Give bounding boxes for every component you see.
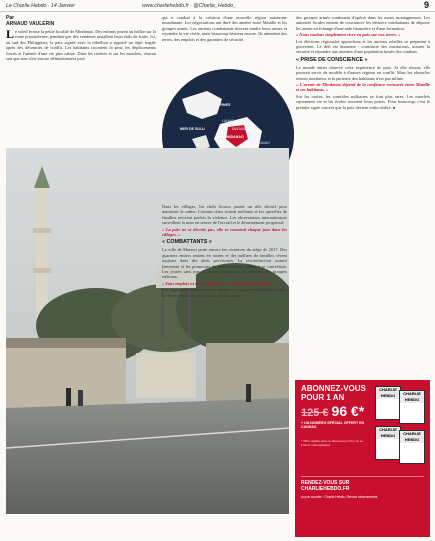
- map-label: PHILIPPINES: [208, 103, 231, 107]
- map-label: MER DE SULU: [180, 127, 205, 131]
- article-column-1: [6, 15, 156, 145]
- ad-headline: ABONNEZ-VOUS: [301, 384, 366, 393]
- column-3-paragraph-b: Les élections régionales approchent et les anciens rebelles se préparent à gouverner. Le défi est immense : construire des institutions, assurer la sécurité et répondre aux attentes d'une population lassée des combats.: [296, 38, 430, 55]
- ad-divider: [301, 476, 424, 477]
- subheading: « COMBATTANTS »: [162, 239, 212, 246]
- ad-fine-print: * Offre valable pour un abonnement d'un an en France métropolitaine.: [301, 439, 364, 447]
- cover-masthead: CHARLIE HEBDO: [400, 431, 424, 443]
- map-label: MARAWI: [232, 127, 247, 131]
- site-info: www.charliehebdo.fr · @Charlie_Hebdo_: [142, 3, 237, 9]
- column-3-paragraph-c: Le monde entier observe cette expérience de paix. Si elle réussit, elle pourrait servir de modèle à d'autres régions en conflit. Mais les obstacles restent nombreux et la patience des habitants n'est pas infinie.: [296, 64, 430, 81]
- map-label: MINDANAO: [224, 135, 244, 139]
- magazine-cover: [399, 390, 425, 424]
- cover-masthead: CHARLIE HEBDO: [400, 391, 424, 403]
- pull-quote: « Sans emplois ni écoles, les jeunes retourneront à la guerre. »: [162, 280, 276, 286]
- ad-postal-info: ou par courrier : Charlie Hebdo, Service abonnements: [301, 495, 378, 499]
- cover-masthead: CHARLIE HEBDO: [376, 387, 400, 399]
- article-column-3: [296, 15, 430, 375]
- byline: Par ARNAUD VAULERIN: [6, 15, 55, 27]
- subheading: « PRISE DE CONSCIENCE »: [296, 56, 368, 63]
- drop-cap: L: [6, 27, 15, 41]
- magazine-cover: [375, 426, 401, 460]
- column-3-paragraph-d: Sur les routes, les contrôles militaires se font plus rares. Les marchés reprennent vie et les écoles rouvrent leurs portes. Pour beaucoup, c'est le premier signe concret que la paix devient enfin réalité. ●: [296, 93, 430, 110]
- lead-paragraph: e soleil écrase la petite localité de Mindanao. Des enfants jouent au ballon sur la route poussiéreuse, pendant que des vendeurs installent leurs étals de fruits. Ici, au sud des Philippines, la paix signée avec la rébellion a apporté un répit fragile après des décennies de conflit. Les habitants racontent la peur, les déplacements forcés et l'attente d'une vie plus calme. Dans les rizières et sur les marchés, chacun sait que rien n'est encore définitivement joué.: [6, 29, 156, 62]
- pull-quote: « La paix ne se décrète pas, elle se construit chaque jour dans les villages. »: [162, 226, 287, 238]
- column-2-paragraph-c: La ville de Marawi porte encore les cicatrices du siège de 2017. Des quartiers entiers restent en ruines et des milliers de familles vivent toujours dans des abris provisoires. La reconstruction avance lentement et les promesses du gouvernement tardent à se concrétiser. Les jeunes sans travail restent exposés au recrutement des groupes radicaux.: [162, 247, 287, 280]
- pull-quote: « Nous voulons simplement vivre en paix sur nos terres. »: [296, 32, 401, 38]
- header-rule: [0, 11, 435, 12]
- issue-info: Le Charlie Hebdo · 14 Janvier: [6, 3, 75, 9]
- cover-masthead: CHARLIE HEBDO: [376, 427, 400, 439]
- column-2-paragraph-a: qui a conduit à la création d'une nouvelle région autonome musulmane. Les négociations ont duré des années entre Manille et les groupes armés. Les anciens combattants doivent rendre leurs armes et rejoindre la vie civile, mais beaucoup hésitent encore. Ils attendent des terres, des emplois et des garanties de sécurité.: [162, 15, 287, 42]
- article-column-2: [162, 15, 287, 67]
- column-2-paragraph-d: Les organisations humanitaires alertent sur la pauvreté persistante dans la région, l'une des plus pauvres de l'archipel.: [162, 287, 287, 298]
- map-label: DAVAO: [258, 141, 271, 145]
- page-number: 9: [423, 0, 429, 10]
- magazine-cover: [375, 386, 401, 420]
- new-price: 96 €*: [331, 403, 365, 419]
- column-2-paragraph-b: Dans les villages, les chefs locaux jouent un rôle décisif pour maintenir le calme. Certains clans restent méfiants et les querelles de familles ravivent parfois la violence. Les observateurs internationaux surveillent la mise en œuvre de l'accord et le désarmement progressif.: [162, 204, 287, 226]
- ad-offer: + UN NUMÉRO SPÉCIAL OFFERT EN CADEAU: [301, 421, 365, 430]
- column-3-paragraph-a: des groupes armés continuent d'opérer dans les zones montagneuses. Les autorités locales tentent de convaincre les derniers combattants de déposer les armes en échange d'une aide financière et d'une formation.: [296, 15, 430, 31]
- article-column-2-continued: [162, 204, 287, 514]
- ad-price: [301, 403, 364, 419]
- page-header: [0, 0, 435, 11]
- ad-subheadline: POUR 1 AN: [301, 393, 345, 402]
- pull-quote: « L'avenir de Mindanao dépend de la confiance retrouvée entre Manille et ses habitants. »: [296, 82, 430, 93]
- old-price: 125 €: [301, 407, 329, 419]
- magazine-cover: [399, 430, 425, 464]
- ad-call-to-action[interactable]: RENDEZ-VOUS SUR CHARLIEHEBDO.FR: [301, 480, 350, 492]
- subscription-ad[interactable]: [295, 380, 430, 537]
- map-label: LANAO: [222, 119, 235, 123]
